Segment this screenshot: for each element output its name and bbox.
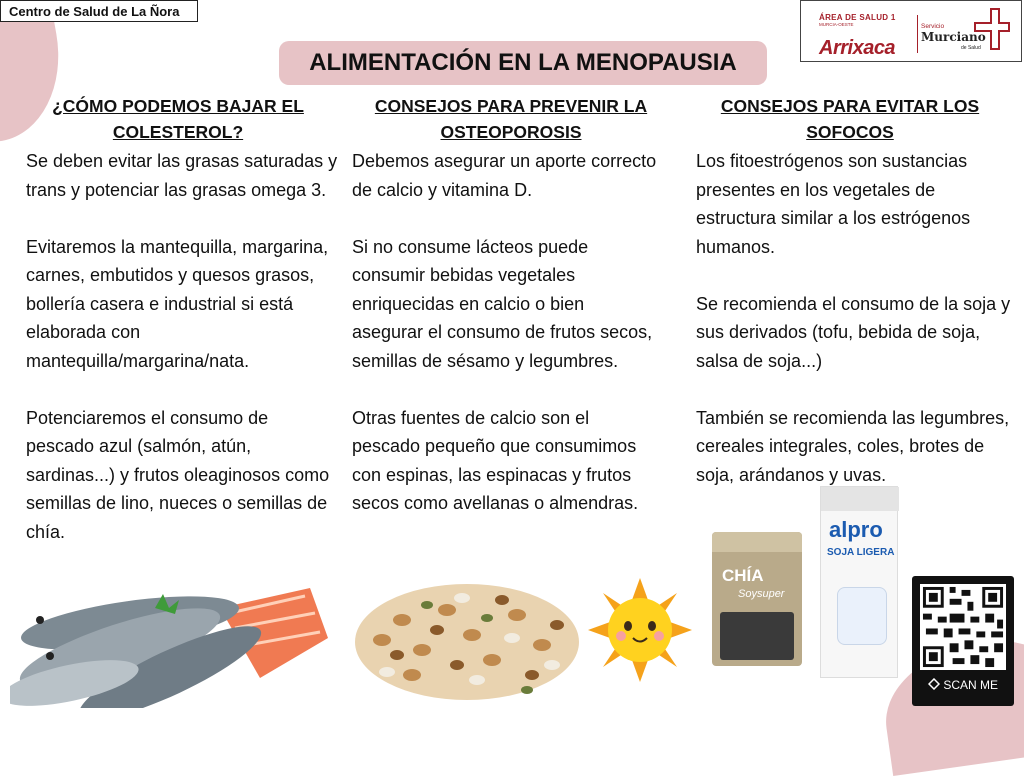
qr-code[interactable] xyxy=(920,584,1006,670)
sun-icon xyxy=(588,578,692,682)
de-salud-label: de Salud xyxy=(961,45,981,51)
logo-divider xyxy=(917,15,918,53)
alpro-carton xyxy=(820,486,898,678)
health-logos xyxy=(800,0,1022,62)
alpro-brand: alpro xyxy=(829,517,883,542)
area-salud-label: ÁREA DE SALUD 1 xyxy=(819,13,896,22)
alpro-product: SOJA LIGERA xyxy=(827,547,895,558)
column-heading-sofocos: CONSEJOS PARA EVITAR LOS SOFOCOS xyxy=(720,96,980,142)
arrixaca-logo: Arrixaca xyxy=(819,37,896,59)
paragraph: Evitaremos la mantequilla, margarina, carnes, embutidos y quesos grasos, bollería casera e industrial si está elaborada con mantequilla/margarina/nata. xyxy=(26,236,329,371)
nuts-illustration xyxy=(352,580,582,705)
sms-logo-icon xyxy=(969,5,1013,57)
area-salud-sub: MURCIA-OESTE xyxy=(819,22,854,27)
paragraph: Los fitoestrógenos son sustancias presentes en los vegetales de estructura similar a los estrógenos humanos. xyxy=(696,151,971,257)
paragraph: Si no consume lácteos puede consumir bebidas vegetales enriquecidas en calcio o bien asegurar el consumo de frutos secos, semillas de sésamo y legumbres. xyxy=(352,236,653,371)
chia-package xyxy=(712,532,802,666)
scan-me-text: SCAN ME xyxy=(943,678,999,692)
paragraph: Potenciaremos el consumo de pescado azul (salmón, atún, sardinas...) y frutos oleaginosos como semillas de lino, nueces o semillas de chía. xyxy=(26,407,330,542)
column-text-colesterol xyxy=(26,147,338,575)
health-center-label: Centro de Salud de La Ñora xyxy=(0,0,198,22)
murciano-label: Murciano xyxy=(921,30,986,44)
paragraph: También se recomienda las legumbres, cereales integrales, coles, brotes de soja, arándanos y uvas. xyxy=(696,407,1010,485)
paragraph: Se deben evitar las grasas saturadas y trans y potenciar las grasas omega 3. xyxy=(26,151,338,200)
column-heading-osteoporosis: CONSEJOS PARA PREVENIR LA OSTEOPOROSIS xyxy=(374,96,648,142)
qr-code-box[interactable] xyxy=(912,576,1014,706)
fish-illustration xyxy=(10,568,330,708)
chia-label: CHÍA xyxy=(722,566,764,585)
paragraph: Debemos asegurar un aporte correcto de calcio y vitamina D. xyxy=(352,151,657,200)
servicio-label: Servicio xyxy=(921,23,945,30)
scan-icon xyxy=(928,678,940,690)
scan-me-label[interactable] xyxy=(920,678,1006,692)
column-heading-colesterol: ¿CÓMO PODEMOS BAJAR EL COLESTEROL? xyxy=(52,96,304,142)
paragraph: Se recomienda el consumo de la soja y sus derivados (tofu, bebida de soja, salsa de soja...) xyxy=(696,293,1011,371)
paragraph: Otras fuentes de calcio son el pescado pequeño que consumimos con espinas, las espinacas y frutos secos como avellanas o almendras. xyxy=(352,407,639,513)
column-text-osteoporosis xyxy=(352,147,657,546)
page-title: ALIMENTACIÓN EN LA MENOPAUSIA xyxy=(279,41,767,85)
column-text-sofocos xyxy=(696,147,1016,518)
chia-brand: Soysuper xyxy=(738,588,785,600)
